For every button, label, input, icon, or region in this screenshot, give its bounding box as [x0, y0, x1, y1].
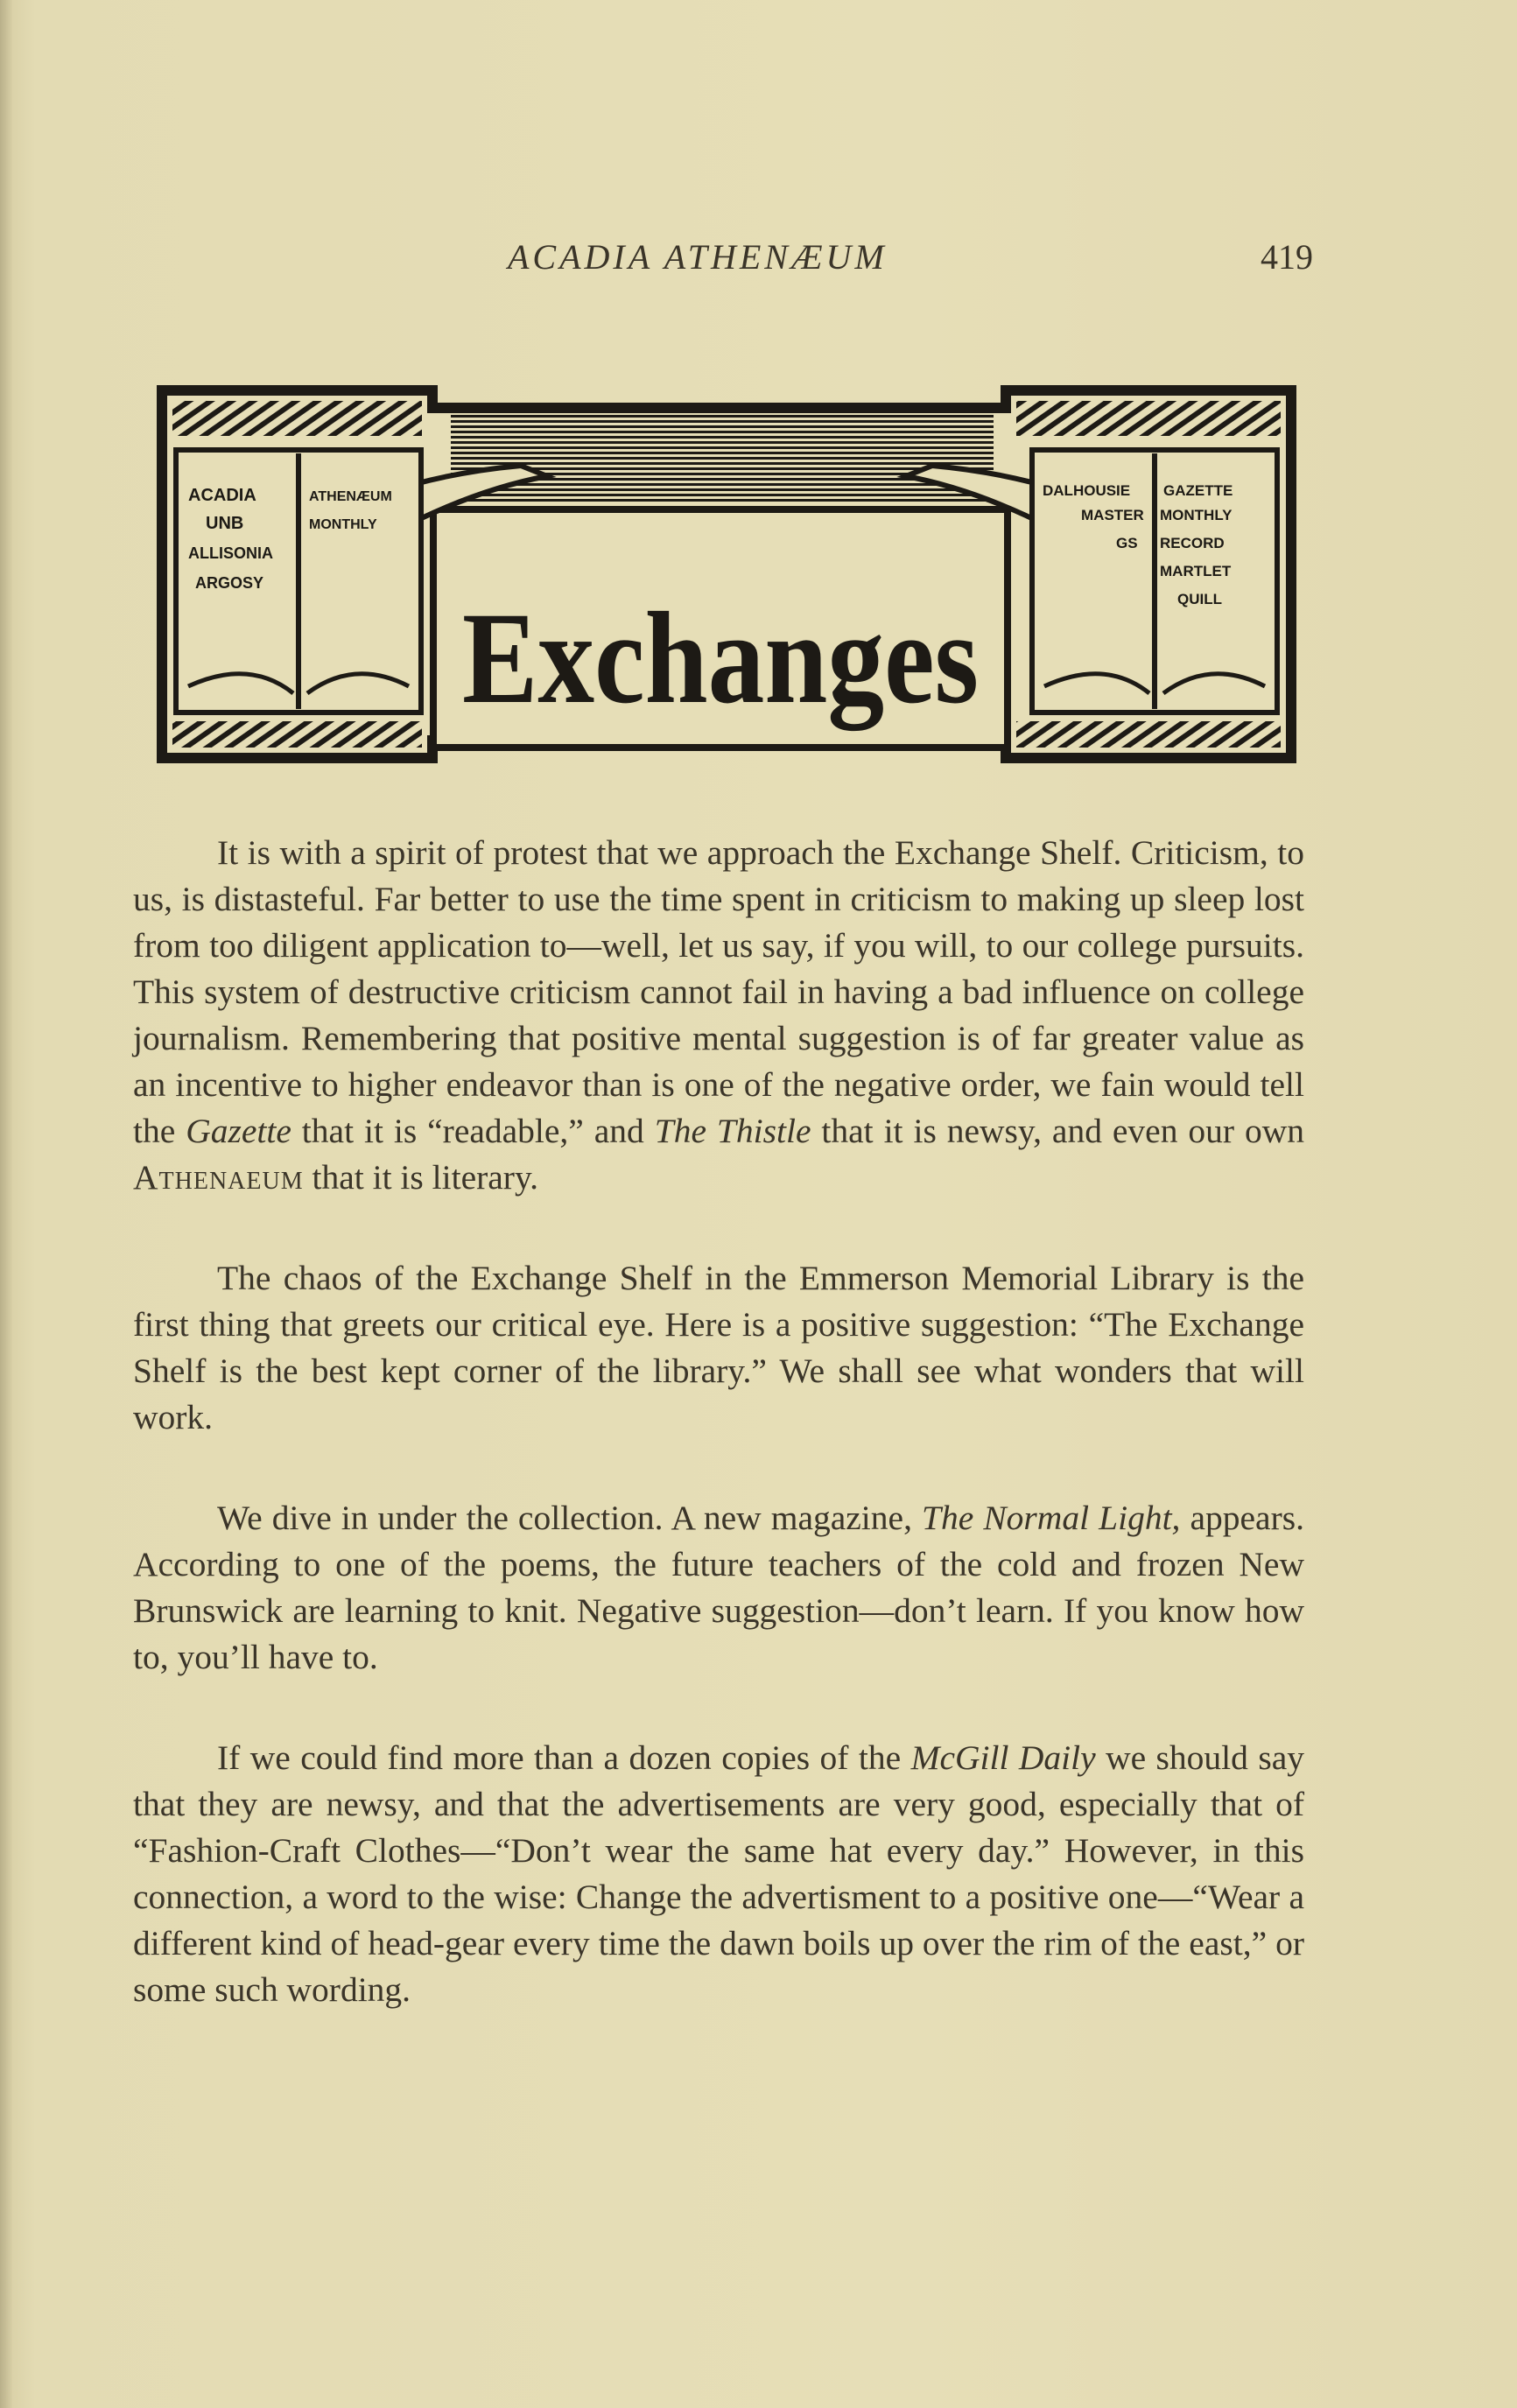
right-book-label: GS [1116, 535, 1138, 551]
left-book-label: UNB [206, 514, 244, 533]
text-run: It is with a spirit of protest that we approach the Exchange Shelf. Criticism, to us, is distasteful. Far better to use the time spent in criticism to making up sleep lost from too diligent application to—well, let us say, if you will, to our college pursuits. This system of destructive criticism cannot fail in having a bad influence on college journalism. Remembering that positive mental suggestion is of far greater value as an incentive to higher endeavor than is one of the negative order, we fain would tell the [133, 833, 1304, 1150]
text-run: The chaos of the Exchange Shelf in the Emmerson Memorial Library is the first thing that greets our critical eye. Here is a positive suggestion: “The Exchange Shelf is the best kept corner of the library.” We shall see what wonders that will work. [133, 1259, 1304, 1436]
text-run: We dive in under the collection. A new magazine, [217, 1499, 923, 1537]
right-book-label: MASTER [1081, 507, 1144, 523]
left-book-label: ARGOSY [195, 574, 264, 592]
text-run: that it is “readable,” and [291, 1112, 655, 1150]
running-head-title: ACADIA ATHENÆUM [508, 237, 888, 277]
left-book-label: ATHENÆUM [309, 489, 392, 504]
exchanges-banner [153, 378, 1300, 770]
paragraph [133, 1735, 1304, 2013]
right-book-label: GAZETTE [1163, 482, 1233, 499]
text-run: that it is newsy, and even our own [811, 1112, 1305, 1150]
left-book-label: MONTHLY [309, 517, 377, 532]
text-run: McGill Daily [910, 1738, 1096, 1777]
left-book-label: ACADIA [188, 486, 256, 505]
text-run: that it is literary. [303, 1158, 539, 1197]
text-run: If we could find more than a dozen copies of the [217, 1738, 911, 1777]
paragraph [133, 1495, 1304, 1681]
page-number: 419 [1261, 237, 1313, 277]
banner-title: Exchanges [462, 586, 979, 731]
article-body [133, 830, 1304, 2068]
paragraph [133, 830, 1304, 1201]
left-book-label: ALLISONIA [188, 544, 273, 562]
right-book-label: QUILL [1177, 591, 1222, 607]
text-run: The Normal Light, [922, 1499, 1181, 1537]
text-run: Athenaeum [133, 1158, 304, 1197]
right-book-label: MARTLET [1160, 563, 1232, 579]
text-run: appears. According to one of the poems, the future teachers of the cold and frozen New Brunswick are learning to knit. Negative suggestion—don’t learn. If you know how to, you’ll have to. [133, 1499, 1304, 1676]
right-book-label: MONTHLY [1160, 507, 1233, 523]
right-book-label: RECORD [1160, 535, 1225, 551]
paragraph [133, 1255, 1304, 1441]
running-header [131, 236, 1313, 289]
text-run: The Thistle [654, 1112, 811, 1150]
text-run: Gazette [186, 1112, 291, 1150]
text-run: we should say that they are newsy, and that the advertisements are very good, especially that of “Fashion-Craft Clothes—“Don’t wear the same hat every day.” However, in this connection, a word to the wise: Change the advertisment to a positive one—“Wear a different kind of head-gear every time the dawn boils up over the rim of the east,” or some such wording. [133, 1738, 1304, 2009]
right-book-label: DALHOUSIE [1043, 482, 1131, 499]
page-edge [0, 0, 12, 2408]
